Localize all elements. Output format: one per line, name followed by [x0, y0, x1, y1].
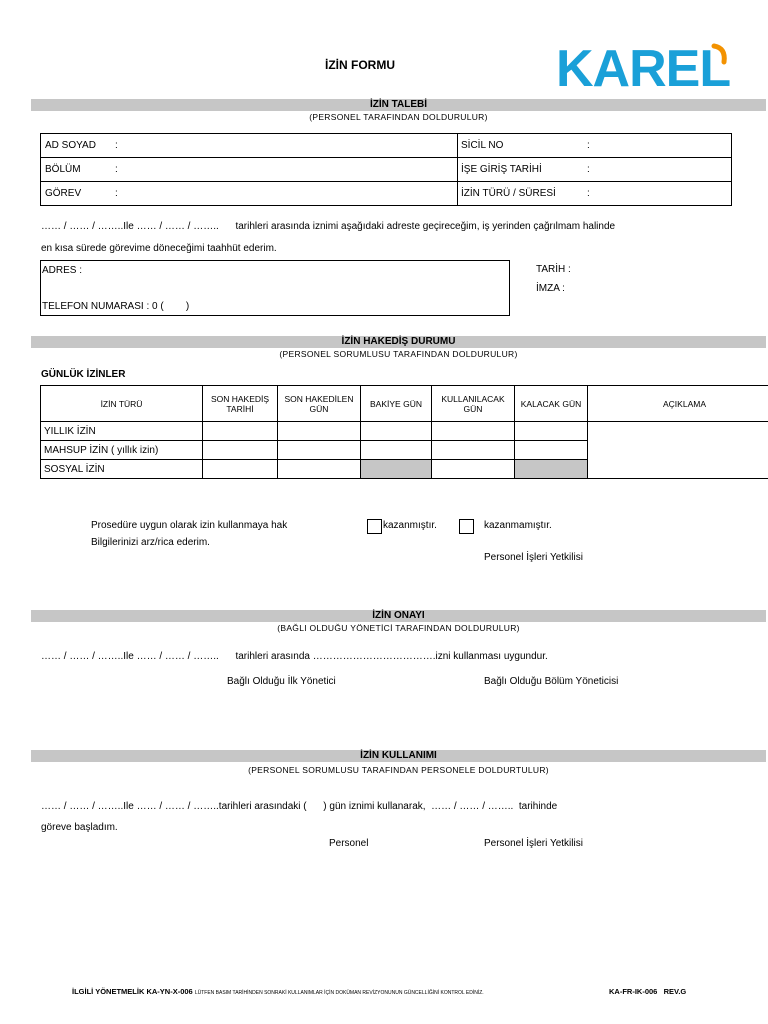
col-header-kalacak-gun: KALACAK GÜN	[515, 386, 588, 422]
section-bar-onay: İZİN ONAYI	[31, 610, 766, 622]
request-line-1: …… / …… / ……..Ile …… / …… / …….. tarihleri arasında iznimi aşağıdaki adreste geçireceğim, iş yerinden çağrılmam halinde	[41, 221, 616, 232]
table-cell[interactable]	[515, 441, 588, 460]
col-header-aciklama: AÇIKLAMA	[588, 386, 768, 422]
table-cell[interactable]	[361, 422, 432, 441]
table-cell[interactable]	[203, 441, 278, 460]
section-bar-hakedis: İZİN HAKEDİŞ DURUMU	[31, 336, 766, 348]
checkbox-kazanmistir[interactable]	[367, 518, 382, 536]
section-subtitle-talep: (PERSONEL TARAFINDAN DOLDURULUR)	[309, 112, 488, 122]
table-cell[interactable]	[203, 460, 278, 479]
procedure-line-2: Bilgilerinizi arz/rica ederim.	[91, 537, 210, 548]
info-cell-sicil-no[interactable]: SİCİL NO :	[458, 134, 732, 158]
row-label-sosyal: SOSYAL İZİN	[41, 460, 203, 479]
info-cell-ise-giris[interactable]: İŞE GİRİŞ TARİHİ :	[458, 158, 732, 182]
table-cell[interactable]	[361, 441, 432, 460]
daily-leaves-heading: GÜNLÜK İZİNLER	[41, 369, 126, 380]
table-cell[interactable]	[278, 441, 361, 460]
personal-info-table	[40, 133, 732, 206]
section-subtitle-kullanim: (PERSONEL SORUMLUSU TARAFINDAN PERSONELE DOLDURTULUR)	[248, 765, 549, 775]
col-header-izin-turu: İZİN TÜRÜ	[41, 386, 203, 422]
usage-line-1: …… / …… / ……..Ile …… / …… / ……..tarihleri arasındaki ( ) gün iznimi kullanarak, …… / …… / …….. tarihinde	[41, 801, 558, 812]
footer-regulation: İLGİLİ YÖNETMELİK KA-YN-X-006 LÜTFEN BASIM TARİHİNDEN SONRAKİ KULLANIMLAR İÇİN DOKÜMAN REVİZYONUNUN GÜNCELLİĞİNİ KONTROL EDİNİZ.	[72, 987, 484, 996]
table-cell[interactable]	[278, 422, 361, 441]
checkbox-kazanmamistir[interactable]	[459, 518, 474, 536]
procedure-signer: Personel İşleri Yetkilisi	[484, 552, 583, 563]
row-label-yillik: YILLIK İZİN	[41, 422, 203, 441]
usage-signer-personel: Personel	[329, 838, 369, 849]
karel-logo	[556, 38, 732, 99]
info-cell-ad-soyad[interactable]: AD SOYAD :	[41, 134, 458, 158]
table-row	[41, 422, 768, 441]
footer-note: LÜTFEN BASIM TARİHİNDEN SONRAKİ KULLANIMLAR İÇİN DOKÜMAN REVİZYONUNUN GÜNCELLİĞİNİ KONTROL EDİNİZ.	[194, 990, 484, 996]
info-cell-gorev[interactable]: GÖREV :	[41, 182, 458, 206]
col-header-kullanilacak-gun: KULLANILACAK GÜN	[432, 386, 515, 422]
col-header-son-hakedilen-gun: SON HAKEDİLEN GÜN	[278, 386, 361, 422]
logo-text: KAREL	[556, 40, 731, 94]
option-kazanmistir-label: kazanmıştır.	[383, 520, 437, 531]
usage-line-2: göreve başladım.	[41, 822, 118, 833]
table-cell[interactable]	[432, 441, 515, 460]
usage-signer-hr: Personel İşleri Yetkilisi	[484, 838, 583, 849]
table-cell[interactable]	[203, 422, 278, 441]
procedure-text: Prosedüre uygun olarak izin kullanmaya hak	[91, 520, 288, 531]
table-cell[interactable]	[432, 422, 515, 441]
phone-label: TELEFON NUMARASI : 0 ( )	[42, 301, 190, 312]
daily-leaves-table	[40, 385, 768, 479]
address-box[interactable]	[40, 260, 510, 316]
col-header-bakiye-gun: BAKİYE GÜN	[361, 386, 432, 422]
date-label: TARİH :	[536, 264, 571, 275]
request-line-2: en kısa sürede görevime döneceğimi taahhüt ederim.	[41, 243, 277, 254]
table-cell-disabled	[515, 460, 588, 479]
table-cell[interactable]	[515, 422, 588, 441]
approval-line: …… / …… / ……..Ile …… / …… / …….. tarihleri arasında ……………………………….izni kullanması uygundur.	[41, 651, 548, 662]
option-kazanmamistir-label: kazanmamıştır.	[484, 520, 552, 531]
section-bar-talep: İZİN TALEBİ	[31, 99, 766, 111]
signature-label: İMZA :	[536, 283, 565, 294]
table-cell-disabled	[361, 460, 432, 479]
section-subtitle-hakedis: (PERSONEL SORUMLUSU TARAFINDAN DOLDURULUR)	[279, 349, 518, 359]
table-cell[interactable]	[278, 460, 361, 479]
footer-form-code: KA-FR-IK-006 REV.G	[609, 987, 687, 996]
info-cell-izin-turu[interactable]: İZİN TÜRÜ / SÜRESİ :	[458, 182, 732, 206]
section-bar-kullanim: İZİN KULLANIMI	[31, 750, 766, 762]
col-header-son-hakedis-tarihi: SON HAKEDİŞ TARİHİ	[203, 386, 278, 422]
section-subtitle-onay: (BAĞLI OLDUĞU YÖNETİCİ TARAFINDAN DOLDURULUR)	[277, 623, 520, 633]
first-manager-label: Bağlı Olduğu İlk Yönetici	[227, 676, 336, 687]
department-manager-label: Bağlı Olduğu Bölüm Yöneticisi	[484, 676, 619, 687]
aciklama-cell[interactable]	[588, 422, 768, 479]
info-cell-bolum[interactable]: BÖLÜM :	[41, 158, 458, 182]
address-label: ADRES :	[42, 265, 83, 276]
row-label-mahsup: MAHSUP İZİN ( yıllık izin)	[41, 441, 203, 460]
page-title: İZİN FORMU	[325, 58, 395, 72]
table-cell[interactable]	[432, 460, 515, 479]
